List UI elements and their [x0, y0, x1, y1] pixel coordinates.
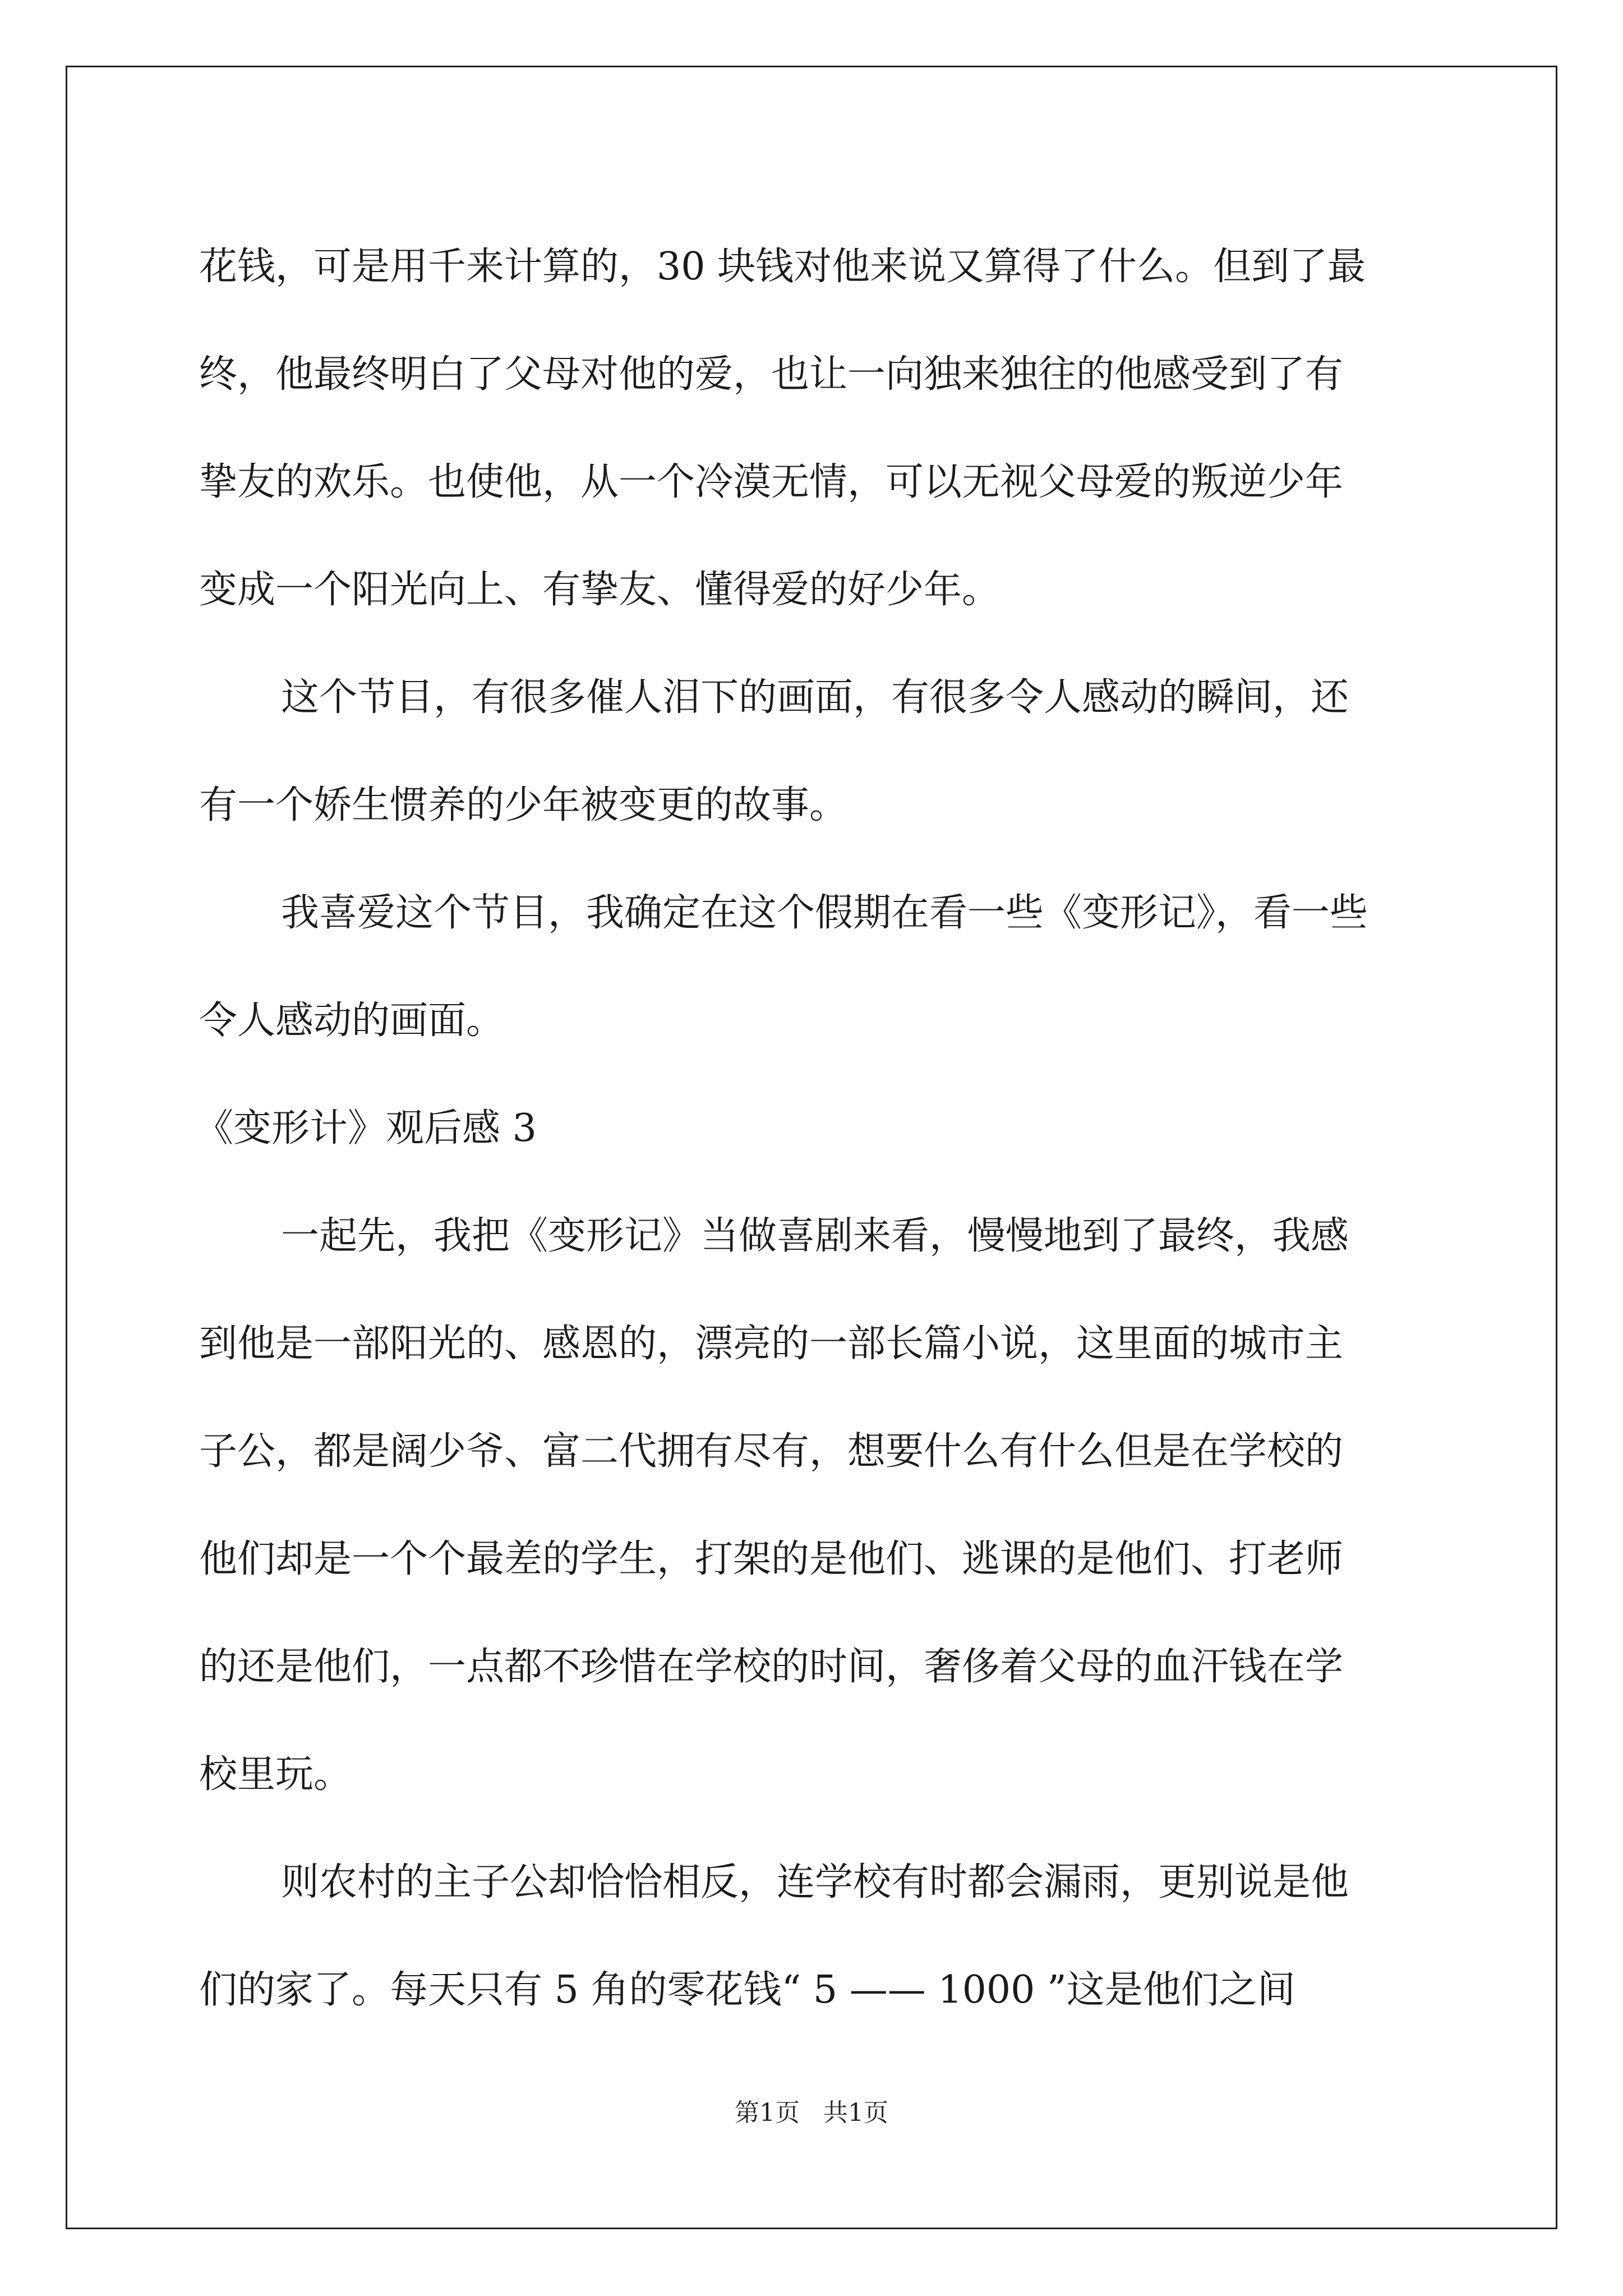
text-line: 子公，都是阔少爷、富二代拥有尽有，想要什么有什么但是在学校的: [199, 1429, 1344, 1474]
section-heading: 《变形计》观后感 3: [195, 1106, 537, 1151]
text-line: 到他是一部阳光的、感恩的，漂亮的一部长篇小说，这里面的城市主: [199, 1322, 1344, 1366]
text-line: 们的家了。每天只有 5 角的零花钱“ 5 —— 1000 ”这是他们之间: [199, 1968, 1295, 2012]
paragraph-first-line: 则农村的主子公却恰恰相反，连学校有时都会漏雨，更别说是他: [281, 1860, 1349, 1904]
text-line: 挚友的欢乐。也使他，从一个冷漠无情，可以无视父母爱的叛逆少年: [199, 460, 1344, 504]
paragraph-first-line: 我喜爱这个节目，我确定在这个假期在看一些《变形记》，看一些: [281, 891, 1368, 935]
text-line: 终，他最终明白了父母对他的爱，也让一向独来独往的他感受到了有: [199, 352, 1344, 397]
page-footer: 第1页 共1页: [735, 2099, 888, 2127]
text-line: 令人感动的画面。: [199, 999, 505, 1043]
text-line: 有一个娇生惯养的少年被变更的故事。: [199, 783, 848, 827]
text-line: 校里玩。: [199, 1752, 352, 1797]
paragraph-first-line: 一起先，我把《变形记》当做喜剧来看，慢慢地到了最终，我感: [281, 1214, 1349, 1258]
document-body: [195, 213, 1422, 2044]
text-line: 他们却是一个个最差的学生，打架的是他们、逃课的是他们、打老师: [199, 1537, 1344, 1581]
paragraph-first-line: 这个节目，有很多催人泪下的画面，有很多令人感动的瞬间，还: [281, 675, 1349, 720]
text-line: 变成一个阳光向上、有挚友、懂得爱的好少年。: [199, 568, 1000, 612]
text-line: 花钱，可是用千来计算的，30 块钱对他来说又算得了什么。但到了最: [199, 245, 1366, 289]
text-line: 的还是他们，一点都不珍惜在学校的时间，奢侈着父母的血汗钱在学: [199, 1645, 1344, 1689]
